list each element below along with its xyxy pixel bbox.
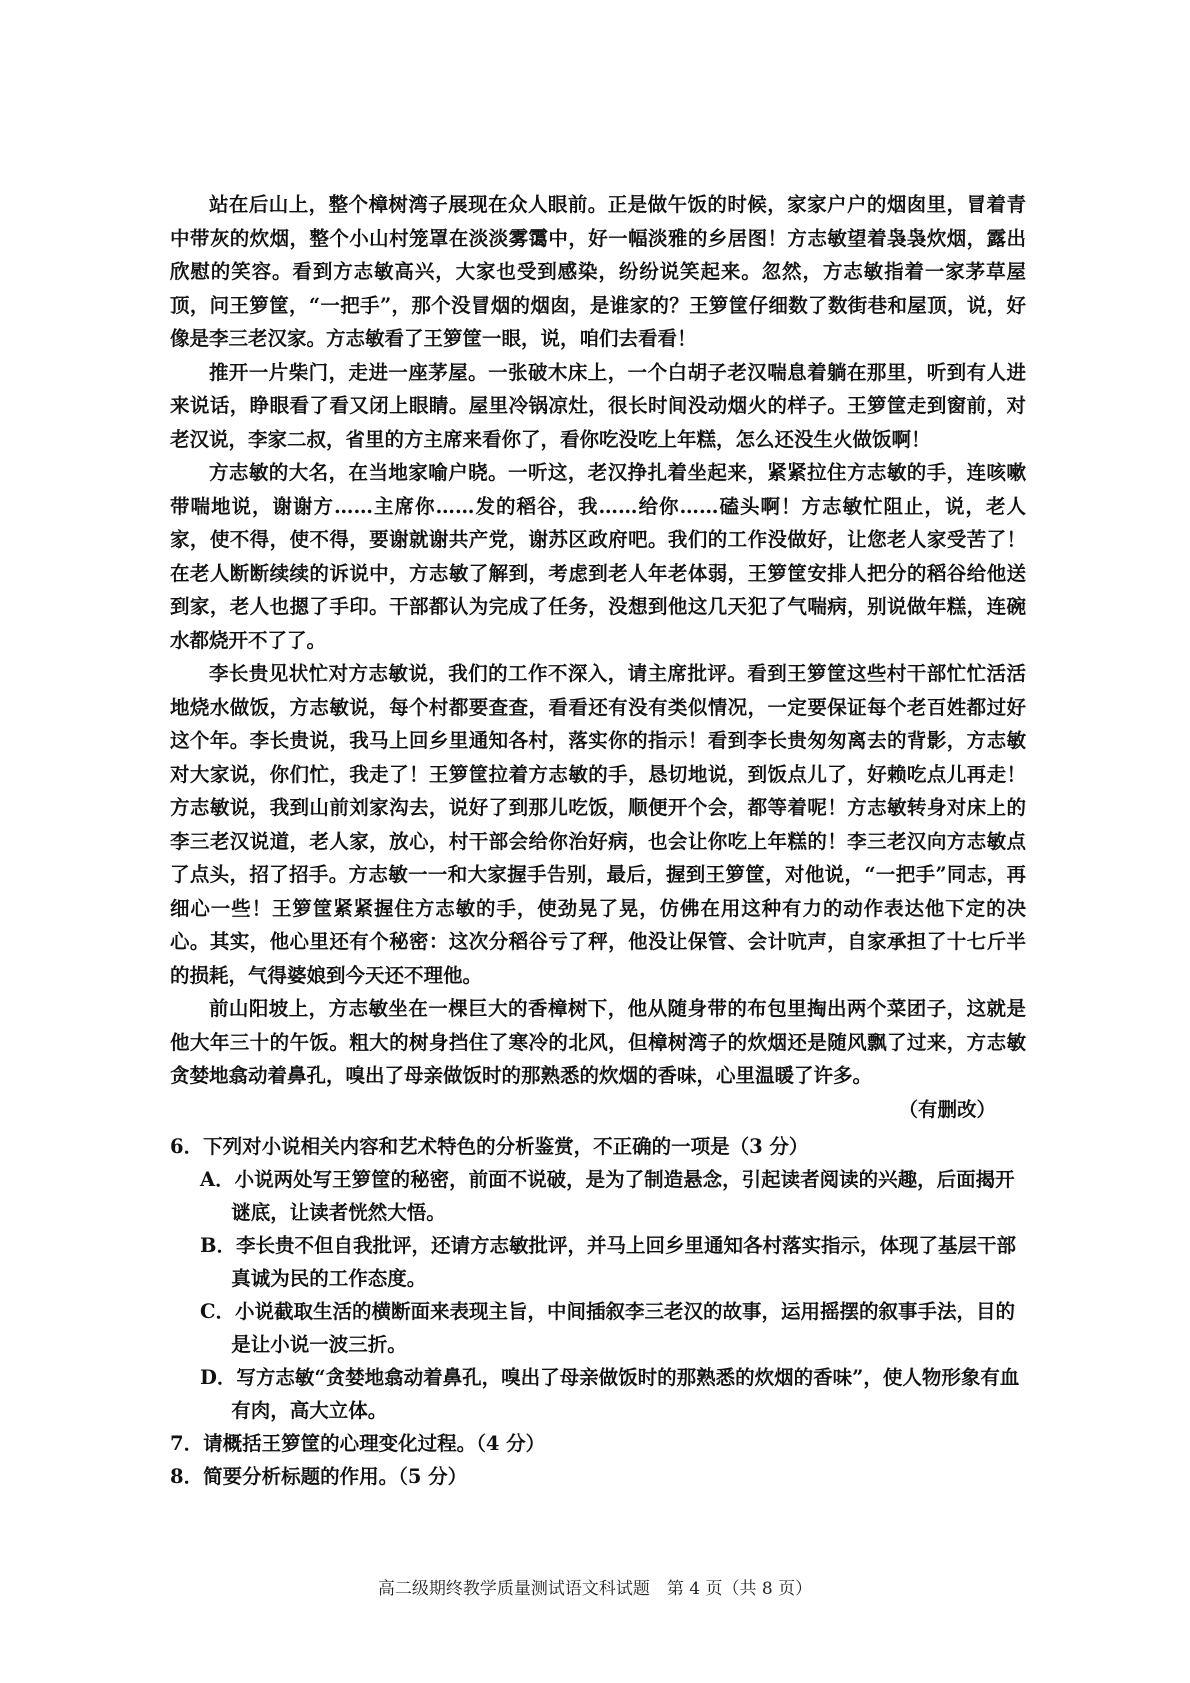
reading-passage: [170, 188, 1026, 1126]
question-6-stem: 6．下列对小说相关内容和艺术特色的分析鉴赏，不正确的一项是（3 分）: [170, 1135, 809, 1158]
passage-paragraph: 前山阳坡上，方志敏坐在一棵巨大的香樟树下，他从随身带的布包里掏出两个菜团子，这就是他大年三十的午饭。粗大的树身挡住了寒冷的北风，但樟树湾子的炊烟还是随风飘了过来，方志敏贪婪地翕动着鼻孔，嗅出了母亲做饭时的那熟悉的炊烟的香味，心里温暖了许多。: [170, 997, 1026, 1087]
passage-paragraph: 站在后山上，整个樟树湾子展现在众人眼前。正是做午饭的时候，家家户户的烟囱里，冒着青中带灰的炊烟，整个小山村笼罩在淡淡雾霭中，好一幅淡雅的乡居图！方志敏望着袅袅炊烟，露出欣慰的笑容。看到方志敏高兴，大家也受到感染，纷纷说笑起来。忽然，方志敏指着一家茅草屋顶，问王箩筐，“一把手”，那个没冒烟的烟囱，是谁家的？王箩筐仔细数了数街巷和屋顶，说，好像是李三老汉家。方志敏看了王箩筐一眼，说，咱们去看看！: [170, 193, 1026, 350]
question-7: 7．请概括王箩筐的心理变化过程。（4 分）: [170, 1432, 546, 1455]
question-6-option-a: A．小说两处写王箩筐的秘密，前面不说破，是为了制造悬念，引起读者阅读的兴趣，后面揭开谜底，让读者恍然大悟。: [200, 1168, 1015, 1224]
page-footer: 高二级期终教学质量测试语文科试题 第 4 页（共 8 页）: [377, 1579, 813, 1599]
source-note: （有删改）: [898, 1097, 996, 1121]
passage-paragraph: 李长贵见状忙对方志敏说，我们的工作不深入，请主席批评。看到王箩筐这些村干部忙忙活活地烧水做饭，方志敏说，每个村都要查查，看看还有没有类似情况，一定要保证每个老百姓都过好这个年。李长贵说，我马上回乡里通知各村，落实你的指示！看到李长贵匆匆离去的背影，方志敏对大家说，你们忙，我走了！王箩筐拉着方志敏的手，恳切地说，到饭点儿了，好赖吃点儿再走！方志敏说，我到山前刘家沟去，说好了到那儿吃饭，顺便开个会，都等着呢！方志敏转身对床上的李三老汉说道，老人家，放心，村干部会给你治好病，也会让你吃上年糕的！李三老汉向方志敏点了点头，招了招手。方志敏一一和大家握手告别，最后，握到王箩筐，对他说，“一把手”同志，再细心一些！王箩筐紧紧握住方志敏的手，使劲晃了晃，仿佛在用这种有力的动作表达他下定的决心。其实，他心里还有个秘密：这次分稻谷亏了秤，他没让保管、会计吭声，自家承担了十七斤半的损耗，气得婆娘到今天还不理他。: [170, 662, 1026, 987]
question-6-option-c: C．小说截取生活的横断面来表现主旨，中间插叙李三老汉的故事，运用摇摆的叙事手法，目的是让小说一波三折。: [200, 1300, 1016, 1356]
question-8: 8．简要分析标题的作用。（5 分）: [170, 1465, 468, 1488]
passage-paragraph: 推开一片柴门，走进一座茅屋。一张破木床上，一个白胡子老汉喘息着躺在那里，听到有人进来说话，睁眼看了看又闭上眼睛。屋里冷锅凉灶，很长时间没动烟火的样子。王箩筐走到窗前，对老汉说，李家二叔，省里的方主席来看你了，看你吃没吃上年糕，怎么还没生火做饭啊！: [170, 360, 1026, 451]
passage-paragraph: 方志敏的大名，在当地家喻户晓。一听这，老汉挣扎着坐起来，紧紧拉住方志敏的手，连咳嗽带喘地说，谢谢方……主席你……发的稻谷，我……给你……磕头啊！方志敏忙阻止，说，老人家，使不得，使不得，要谢就谢共产党，谢苏区政府吧。我们的工作没做好，让您老人家受苦了！在老人断断续续的诉说中，方志敏了解到，考虑到老人年老体弱，王箩筐安排人把分的稻谷给他送到家，老人也摁了手印。干部都认为完成了任务，没想到他这几天犯了气喘病，别说做年糕，连碗水都烧开不了了。: [170, 461, 1026, 652]
question-list: [170, 1130, 1026, 1493]
question-6-option-b: B．李长贵不但自我批评，还请方志敏批评，并马上回乡里通知各村落实指示，体现了基层干部真诚为民的工作态度。: [200, 1234, 1016, 1290]
question-6-option-d: D．写方志敏“贪婪地翕动着鼻孔，嗅出了母亲做饭时的那熟悉的炊烟的香味”，使人物形象有血有肉，高大立体。: [200, 1366, 1020, 1422]
